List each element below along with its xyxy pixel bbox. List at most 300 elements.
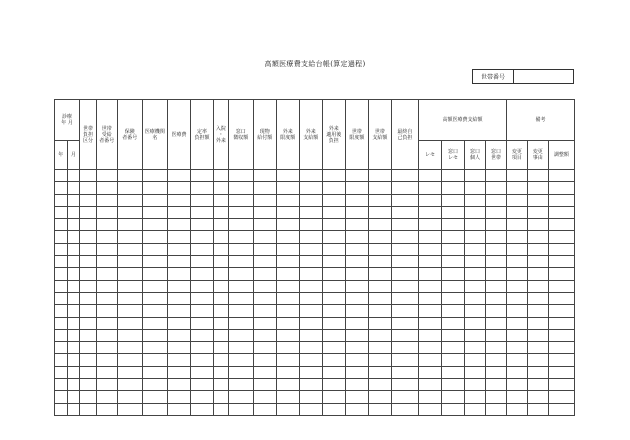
table-cell[interactable] (276, 219, 299, 231)
table-cell[interactable] (506, 231, 527, 243)
table-cell[interactable] (442, 317, 465, 329)
table-cell[interactable] (485, 354, 506, 366)
table-cell[interactable] (419, 305, 442, 317)
table-cell[interactable] (55, 194, 68, 206)
table-cell[interactable] (228, 366, 253, 378)
table-cell[interactable] (80, 366, 97, 378)
table-cell[interactable] (167, 366, 190, 378)
table-cell[interactable] (96, 354, 117, 366)
table-cell[interactable] (419, 182, 442, 194)
table-cell[interactable] (442, 329, 465, 341)
table-cell[interactable] (299, 354, 322, 366)
table-cell[interactable] (55, 354, 68, 366)
table-cell[interactable] (485, 391, 506, 403)
table-cell[interactable] (465, 256, 486, 268)
table-cell[interactable] (142, 243, 167, 255)
table-cell[interactable] (465, 403, 486, 415)
table-cell[interactable] (67, 403, 80, 415)
table-cell[interactable] (214, 194, 229, 206)
table-cell[interactable] (419, 366, 442, 378)
table-cell[interactable] (442, 379, 465, 391)
table-cell[interactable] (67, 219, 80, 231)
table-cell[interactable] (419, 317, 442, 329)
table-cell[interactable] (253, 391, 276, 403)
table-cell[interactable] (96, 243, 117, 255)
table-cell[interactable] (228, 256, 253, 268)
table-cell[interactable] (345, 366, 368, 378)
table-cell[interactable] (253, 194, 276, 206)
table-cell[interactable] (190, 194, 213, 206)
table-cell[interactable] (214, 182, 229, 194)
table-cell[interactable] (506, 391, 527, 403)
table-cell[interactable] (80, 170, 97, 182)
table-cell[interactable] (96, 329, 117, 341)
table-cell[interactable] (253, 329, 276, 341)
table-cell[interactable] (299, 268, 322, 280)
table-cell[interactable] (506, 280, 527, 292)
table-cell[interactable] (167, 182, 190, 194)
table-cell[interactable] (117, 231, 142, 243)
table-cell[interactable] (55, 329, 68, 341)
table-cell[interactable] (506, 243, 527, 255)
table-cell[interactable] (368, 182, 391, 194)
table-cell[interactable] (228, 243, 253, 255)
table-cell[interactable] (190, 256, 213, 268)
table-cell[interactable] (391, 305, 418, 317)
table-cell[interactable] (419, 219, 442, 231)
table-cell[interactable] (506, 256, 527, 268)
table-cell[interactable] (485, 329, 506, 341)
table-cell[interactable] (345, 268, 368, 280)
table-cell[interactable] (391, 354, 418, 366)
table-cell[interactable] (67, 305, 80, 317)
table-cell[interactable] (368, 206, 391, 218)
table-cell[interactable] (442, 366, 465, 378)
table-cell[interactable] (391, 194, 418, 206)
table-cell[interactable] (228, 305, 253, 317)
table-cell[interactable] (228, 280, 253, 292)
table-cell[interactable] (465, 366, 486, 378)
table-cell[interactable] (442, 256, 465, 268)
table-cell[interactable] (167, 342, 190, 354)
table-cell[interactable] (214, 329, 229, 341)
table-cell[interactable] (55, 403, 68, 415)
table-cell[interactable] (322, 243, 345, 255)
table-cell[interactable] (117, 391, 142, 403)
table-cell[interactable] (345, 317, 368, 329)
table-cell[interactable] (299, 317, 322, 329)
table-cell[interactable] (485, 366, 506, 378)
table-cell[interactable] (55, 219, 68, 231)
table-cell[interactable] (253, 305, 276, 317)
table-cell[interactable] (485, 170, 506, 182)
table-cell[interactable] (142, 182, 167, 194)
table-cell[interactable] (142, 268, 167, 280)
table-cell[interactable] (190, 206, 213, 218)
table-cell[interactable] (67, 379, 80, 391)
table-cell[interactable] (142, 231, 167, 243)
table-cell[interactable] (276, 292, 299, 304)
table-cell[interactable] (190, 268, 213, 280)
table-cell[interactable] (485, 194, 506, 206)
table-cell[interactable] (55, 268, 68, 280)
table-cell[interactable] (485, 268, 506, 280)
table-cell[interactable] (117, 268, 142, 280)
table-cell[interactable] (80, 391, 97, 403)
table-cell[interactable] (485, 342, 506, 354)
table-cell[interactable] (506, 206, 527, 218)
table-cell[interactable] (253, 182, 276, 194)
table-cell[interactable] (96, 231, 117, 243)
table-cell[interactable] (299, 231, 322, 243)
table-cell[interactable] (228, 170, 253, 182)
table-cell[interactable] (55, 379, 68, 391)
table-cell[interactable] (117, 256, 142, 268)
table-cell[interactable] (142, 280, 167, 292)
table-cell[interactable] (419, 231, 442, 243)
table-cell[interactable] (368, 268, 391, 280)
table-cell[interactable] (67, 256, 80, 268)
table-cell[interactable] (527, 170, 548, 182)
table-cell[interactable] (485, 280, 506, 292)
table-cell[interactable] (391, 403, 418, 415)
table-cell[interactable] (96, 292, 117, 304)
table-cell[interactable] (485, 256, 506, 268)
table-cell[interactable] (442, 280, 465, 292)
table-cell[interactable] (391, 182, 418, 194)
table-cell[interactable] (117, 219, 142, 231)
table-cell[interactable] (253, 354, 276, 366)
table-cell[interactable] (391, 317, 418, 329)
table-cell[interactable] (167, 305, 190, 317)
table-cell[interactable] (117, 170, 142, 182)
table-cell[interactable] (190, 342, 213, 354)
table-cell[interactable] (67, 231, 80, 243)
table-cell[interactable] (228, 329, 253, 341)
table-cell[interactable] (67, 206, 80, 218)
table-cell[interactable] (548, 379, 574, 391)
table-cell[interactable] (253, 219, 276, 231)
table-cell[interactable] (228, 268, 253, 280)
table-cell[interactable] (506, 268, 527, 280)
table-cell[interactable] (368, 256, 391, 268)
table-cell[interactable] (345, 182, 368, 194)
table-cell[interactable] (55, 317, 68, 329)
table-cell[interactable] (96, 170, 117, 182)
table-cell[interactable] (322, 268, 345, 280)
table-cell[interactable] (419, 329, 442, 341)
table-cell[interactable] (442, 268, 465, 280)
table-cell[interactable] (322, 256, 345, 268)
table-cell[interactable] (485, 292, 506, 304)
table-cell[interactable] (67, 194, 80, 206)
table-cell[interactable] (345, 342, 368, 354)
table-cell[interactable] (276, 379, 299, 391)
table-cell[interactable] (322, 379, 345, 391)
table-cell[interactable] (276, 182, 299, 194)
table-cell[interactable] (117, 403, 142, 415)
table-cell[interactable] (142, 329, 167, 341)
table-cell[interactable] (55, 170, 68, 182)
table-cell[interactable] (527, 391, 548, 403)
table-cell[interactable] (142, 366, 167, 378)
table-cell[interactable] (96, 379, 117, 391)
table-cell[interactable] (345, 170, 368, 182)
table-cell[interactable] (190, 182, 213, 194)
table-cell[interactable] (167, 280, 190, 292)
table-cell[interactable] (465, 206, 486, 218)
table-cell[interactable] (527, 317, 548, 329)
table-cell[interactable] (80, 280, 97, 292)
table-cell[interactable] (368, 403, 391, 415)
table-cell[interactable] (167, 194, 190, 206)
table-cell[interactable] (190, 219, 213, 231)
table-cell[interactable] (548, 292, 574, 304)
table-cell[interactable] (419, 391, 442, 403)
table-cell[interactable] (117, 243, 142, 255)
table-cell[interactable] (368, 354, 391, 366)
table-cell[interactable] (527, 219, 548, 231)
table-cell[interactable] (276, 305, 299, 317)
table-cell[interactable] (391, 366, 418, 378)
table-cell[interactable] (548, 268, 574, 280)
table-cell[interactable] (67, 329, 80, 341)
table-cell[interactable] (345, 219, 368, 231)
table-cell[interactable] (117, 317, 142, 329)
table-cell[interactable] (80, 329, 97, 341)
table-cell[interactable] (506, 317, 527, 329)
table-cell[interactable] (506, 170, 527, 182)
table-cell[interactable] (55, 231, 68, 243)
table-cell[interactable] (253, 256, 276, 268)
table-cell[interactable] (299, 182, 322, 194)
table-cell[interactable] (214, 342, 229, 354)
table-cell[interactable] (485, 317, 506, 329)
table-cell[interactable] (506, 354, 527, 366)
table-cell[interactable] (214, 268, 229, 280)
table-cell[interactable] (80, 379, 97, 391)
table-cell[interactable] (391, 292, 418, 304)
table-cell[interactable] (228, 317, 253, 329)
table-cell[interactable] (55, 243, 68, 255)
table-cell[interactable] (527, 342, 548, 354)
table-cell[interactable] (190, 317, 213, 329)
table-cell[interactable] (96, 403, 117, 415)
table-cell[interactable] (548, 403, 574, 415)
table-cell[interactable] (55, 391, 68, 403)
table-cell[interactable] (167, 268, 190, 280)
table-cell[interactable] (253, 206, 276, 218)
table-cell[interactable] (167, 329, 190, 341)
table-cell[interactable] (419, 206, 442, 218)
table-cell[interactable] (391, 219, 418, 231)
table-cell[interactable] (80, 219, 97, 231)
table-cell[interactable] (67, 354, 80, 366)
table-cell[interactable] (322, 231, 345, 243)
table-cell[interactable] (55, 256, 68, 268)
table-cell[interactable] (527, 379, 548, 391)
table-cell[interactable] (345, 379, 368, 391)
table-cell[interactable] (80, 354, 97, 366)
table-cell[interactable] (322, 403, 345, 415)
table-cell[interactable] (368, 243, 391, 255)
table-cell[interactable] (276, 243, 299, 255)
table-cell[interactable] (117, 292, 142, 304)
table-cell[interactable] (96, 268, 117, 280)
table-cell[interactable] (142, 219, 167, 231)
table-cell[interactable] (442, 292, 465, 304)
table-cell[interactable] (80, 194, 97, 206)
table-cell[interactable] (299, 366, 322, 378)
table-cell[interactable] (167, 317, 190, 329)
table-cell[interactable] (276, 231, 299, 243)
table-cell[interactable] (190, 170, 213, 182)
table-cell[interactable] (419, 379, 442, 391)
table-cell[interactable] (67, 366, 80, 378)
table-cell[interactable] (345, 305, 368, 317)
table-cell[interactable] (190, 379, 213, 391)
table-cell[interactable] (96, 194, 117, 206)
table-cell[interactable] (276, 366, 299, 378)
table-cell[interactable] (142, 403, 167, 415)
table-cell[interactable] (142, 206, 167, 218)
table-cell[interactable] (322, 219, 345, 231)
table-cell[interactable] (527, 194, 548, 206)
table-cell[interactable] (419, 292, 442, 304)
table-cell[interactable] (55, 366, 68, 378)
table-cell[interactable] (345, 354, 368, 366)
table-cell[interactable] (299, 256, 322, 268)
table-cell[interactable] (548, 391, 574, 403)
table-cell[interactable] (527, 329, 548, 341)
table-cell[interactable] (419, 243, 442, 255)
table-cell[interactable] (276, 391, 299, 403)
table-cell[interactable] (190, 280, 213, 292)
table-cell[interactable] (391, 243, 418, 255)
table-cell[interactable] (322, 170, 345, 182)
table-cell[interactable] (117, 329, 142, 341)
table-cell[interactable] (485, 219, 506, 231)
table-cell[interactable] (80, 268, 97, 280)
table-cell[interactable] (391, 391, 418, 403)
table-cell[interactable] (391, 170, 418, 182)
table-cell[interactable] (368, 379, 391, 391)
table-cell[interactable] (167, 170, 190, 182)
table-cell[interactable] (142, 256, 167, 268)
table-cell[interactable] (190, 292, 213, 304)
table-cell[interactable] (67, 280, 80, 292)
table-cell[interactable] (117, 194, 142, 206)
table-cell[interactable] (67, 292, 80, 304)
table-cell[interactable] (276, 206, 299, 218)
table-cell[interactable] (80, 182, 97, 194)
table-cell[interactable] (345, 391, 368, 403)
table-cell[interactable] (548, 170, 574, 182)
table-cell[interactable] (299, 305, 322, 317)
table-cell[interactable] (96, 182, 117, 194)
table-cell[interactable] (391, 231, 418, 243)
table-cell[interactable] (214, 170, 229, 182)
table-cell[interactable] (548, 256, 574, 268)
table-cell[interactable] (465, 391, 486, 403)
table-cell[interactable] (548, 366, 574, 378)
table-cell[interactable] (55, 305, 68, 317)
table-cell[interactable] (465, 379, 486, 391)
table-cell[interactable] (67, 268, 80, 280)
table-cell[interactable] (442, 194, 465, 206)
table-cell[interactable] (548, 305, 574, 317)
table-cell[interactable] (214, 206, 229, 218)
table-cell[interactable] (465, 268, 486, 280)
table-cell[interactable] (368, 194, 391, 206)
table-cell[interactable] (253, 342, 276, 354)
table-cell[interactable] (55, 280, 68, 292)
table-cell[interactable] (299, 403, 322, 415)
table-cell[interactable] (276, 194, 299, 206)
table-cell[interactable] (276, 256, 299, 268)
table-cell[interactable] (442, 170, 465, 182)
table-cell[interactable] (142, 292, 167, 304)
table-cell[interactable] (117, 206, 142, 218)
table-cell[interactable] (228, 219, 253, 231)
table-cell[interactable] (80, 305, 97, 317)
table-cell[interactable] (190, 403, 213, 415)
table-cell[interactable] (506, 219, 527, 231)
table-cell[interactable] (368, 170, 391, 182)
table-cell[interactable] (368, 317, 391, 329)
table-cell[interactable] (167, 354, 190, 366)
table-cell[interactable] (442, 403, 465, 415)
table-cell[interactable] (345, 329, 368, 341)
table-cell[interactable] (299, 391, 322, 403)
table-cell[interactable] (368, 391, 391, 403)
table-cell[interactable] (214, 292, 229, 304)
table-cell[interactable] (442, 231, 465, 243)
table-cell[interactable] (419, 280, 442, 292)
table-cell[interactable] (442, 206, 465, 218)
table-cell[interactable] (465, 219, 486, 231)
table-cell[interactable] (506, 194, 527, 206)
table-cell[interactable] (253, 170, 276, 182)
table-cell[interactable] (142, 305, 167, 317)
table-cell[interactable] (322, 366, 345, 378)
table-cell[interactable] (465, 231, 486, 243)
table-cell[interactable] (299, 280, 322, 292)
table-cell[interactable] (391, 268, 418, 280)
table-cell[interactable] (485, 243, 506, 255)
table-cell[interactable] (506, 305, 527, 317)
table-cell[interactable] (506, 366, 527, 378)
table-cell[interactable] (368, 305, 391, 317)
table-cell[interactable] (548, 219, 574, 231)
table-cell[interactable] (55, 342, 68, 354)
table-cell[interactable] (419, 194, 442, 206)
table-cell[interactable] (67, 317, 80, 329)
table-cell[interactable] (167, 391, 190, 403)
table-cell[interactable] (67, 182, 80, 194)
table-cell[interactable] (527, 243, 548, 255)
table-cell[interactable] (465, 342, 486, 354)
table-cell[interactable] (67, 170, 80, 182)
table-cell[interactable] (276, 170, 299, 182)
table-cell[interactable] (527, 231, 548, 243)
table-cell[interactable] (548, 354, 574, 366)
table-cell[interactable] (190, 391, 213, 403)
table-cell[interactable] (527, 366, 548, 378)
table-cell[interactable] (368, 231, 391, 243)
table-cell[interactable] (142, 170, 167, 182)
table-cell[interactable] (214, 366, 229, 378)
